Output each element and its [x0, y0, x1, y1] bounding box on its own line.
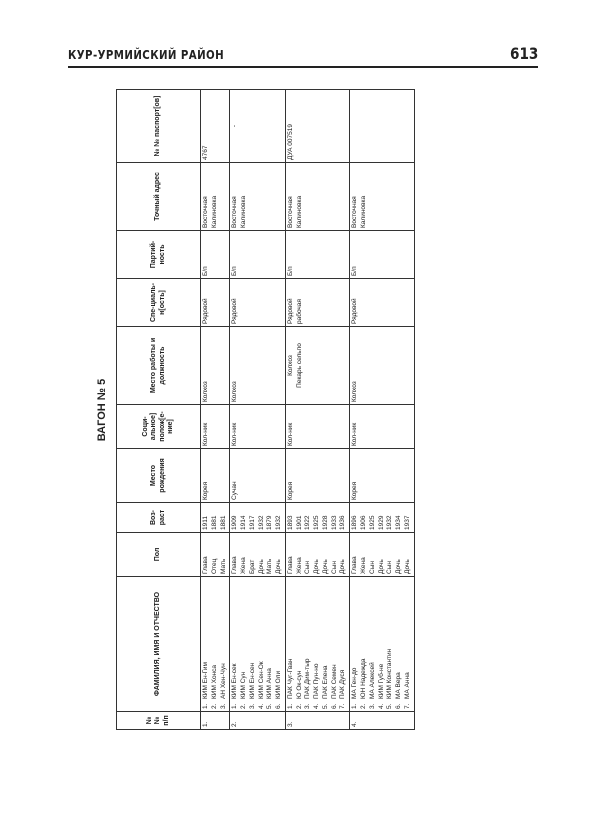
member-relations-entry: Сын [304, 561, 312, 574]
specialty [350, 279, 414, 327]
member-relations-entry: Глава [286, 556, 294, 574]
member-name: КИМ Константин [386, 648, 394, 699]
member-names [350, 577, 414, 712]
social-status: Кол-ник [201, 405, 230, 449]
member-names-entry [240, 579, 249, 709]
member-names-entry [258, 579, 267, 709]
member-index: 2. [295, 703, 303, 709]
workplace-line: Колхоз [231, 381, 239, 402]
table-header-row [117, 90, 201, 730]
member-relations-entry: Глава [231, 556, 239, 574]
table-row [350, 90, 414, 730]
specialty-line: Рядовой [202, 298, 209, 324]
member-relations-entry: Сын [368, 561, 376, 574]
member-years [230, 503, 286, 533]
passport: ДУА 007519 [285, 90, 349, 163]
member-years-entry: 1881 [219, 515, 227, 530]
party: Б/п [230, 231, 286, 279]
member-name: КИМ Анна [266, 668, 274, 699]
specialty-line: Рядовой [286, 298, 294, 324]
member-index: 1. [286, 703, 294, 709]
passport: 4767 [201, 90, 230, 163]
member-name: МА Ген-до [351, 667, 359, 699]
member-relations-entry: Сын [330, 561, 338, 574]
workplace-line: Пекарь сельпо [295, 343, 303, 388]
col-header-name: ФАМИЛИЯ, ИМЯ И ОТЧЕСТВО [117, 577, 201, 712]
member-index: 2. [210, 703, 218, 709]
specialty [201, 279, 230, 327]
party: Б/п [201, 231, 230, 279]
member-relations-entry: Дочь [395, 559, 403, 574]
specialty-line: Рядовой [231, 298, 239, 324]
member-names-entry [275, 579, 284, 709]
col-header-social-status: Соци-альное] полож[е-ние] [117, 405, 201, 449]
member-years-entry: 1932 [386, 515, 394, 530]
member-names-entry [339, 579, 348, 709]
member-relations [201, 533, 230, 577]
member-relations-entry: Отец [210, 558, 218, 574]
birthplace: Корея [201, 449, 230, 503]
specialty-line: рабочая [295, 299, 303, 324]
member-years-entry: 1906 [360, 515, 368, 530]
member-index: 3. [248, 703, 256, 709]
member-names-entry [360, 579, 369, 709]
birthplace: Корея [285, 449, 349, 503]
member-names-entry [322, 579, 331, 709]
member-name: ПАК Елена [321, 665, 329, 699]
col-header-passport: № № паспорт[ов] [117, 90, 201, 163]
member-index: 6. [395, 703, 403, 709]
member-years-entry: 1911 [202, 516, 209, 530]
member-name: ПАК Семен [330, 664, 338, 699]
family-number: 2. [230, 712, 286, 730]
member-relations-entry: Сын [386, 561, 394, 574]
member-name: ЮН Надежда [360, 658, 368, 699]
social-status: Кол-ник [350, 405, 414, 449]
col-header-year: Воз-раст [117, 503, 201, 533]
specialty [230, 279, 286, 327]
member-years-entry: 1932 [275, 515, 283, 530]
member-index: 5. [266, 703, 274, 709]
member-index: 1. [351, 703, 359, 709]
col-header-birthplace: Место рождения [117, 449, 201, 503]
member-names-entry [296, 579, 305, 709]
member-index: 3. [219, 703, 227, 709]
member-years-entry: 1934 [395, 515, 403, 530]
member-index: 4. [257, 703, 265, 709]
member-years-entry: 1936 [339, 515, 347, 530]
member-relations-entry: Дочь [313, 559, 321, 574]
member-index: 2. [240, 703, 248, 709]
member-relations-entry: Мать [266, 558, 274, 574]
member-names-entry [395, 579, 404, 709]
member-years-entry: 1929 [377, 515, 385, 530]
member-years-entry: 1879 [266, 515, 274, 530]
member-names [285, 577, 349, 712]
table-row [201, 90, 230, 730]
passport: - [230, 90, 286, 163]
member-years [201, 503, 230, 533]
member-years-entry: 1896 [351, 515, 359, 530]
member-relations-entry: Дочь [321, 559, 329, 574]
member-names-entry [211, 579, 220, 709]
member-names [230, 577, 286, 712]
workplace-line: Колхоз [351, 381, 359, 402]
member-years [285, 503, 349, 533]
member-name: АН Хен-Чун [219, 663, 227, 699]
member-index: 7. [339, 703, 347, 709]
member-names [201, 577, 230, 712]
page-number: 613 [509, 44, 538, 63]
member-names-entry [331, 579, 340, 709]
member-relations-entry: Жена [295, 557, 303, 574]
member-index: 5. [321, 703, 329, 709]
running-header [68, 44, 538, 72]
member-years-entry: 1914 [240, 515, 248, 530]
specialty [285, 279, 349, 327]
member-relations-entry: Дочь [339, 559, 347, 574]
member-years-entry: 1928 [321, 515, 329, 530]
member-names-entry [304, 579, 313, 709]
rotated-page-content [90, 90, 550, 730]
member-name: МА Алексей [368, 662, 376, 699]
member-name: КИМ Ен-сек [231, 663, 239, 699]
member-names-entry [231, 579, 240, 709]
member-years-entry: 1901 [295, 515, 303, 530]
member-index: 6. [330, 703, 338, 709]
member-relations-entry: Глава [202, 556, 209, 574]
specialty-line: Рядовой [351, 298, 359, 324]
col-header-relation: Пол [117, 533, 201, 577]
member-name: КИМ Сун [240, 671, 248, 699]
member-relations [350, 533, 414, 577]
member-name: ПАК Чуг-Гван [286, 658, 294, 699]
member-relations-entry: Брат [248, 559, 256, 574]
member-index: 1. [231, 703, 239, 709]
col-header-address: Точный адрес [117, 163, 201, 231]
member-index: 5. [386, 703, 394, 709]
member-index: 4. [377, 703, 385, 709]
workplace-line: Колхоз [202, 381, 209, 402]
member-years-entry: 1925 [313, 515, 321, 530]
member-years-entry: 1922 [304, 515, 312, 530]
family-number: 1. [201, 712, 230, 730]
member-name: КИМ Сен-Ок [257, 661, 265, 699]
member-name: МА Анна [403, 672, 411, 699]
member-relations-entry: Дочь [257, 559, 265, 574]
member-names-entry [266, 579, 275, 709]
table-row [285, 90, 349, 730]
address: Восточная Калиновка [285, 163, 349, 231]
member-names-entry [378, 579, 387, 709]
table-body [201, 90, 415, 730]
member-index: 1. [202, 703, 209, 709]
family-number: 4. [350, 712, 414, 730]
member-years [350, 503, 414, 533]
workplace [350, 327, 414, 405]
member-years-entry: 1881 [210, 515, 218, 530]
deportation-roster-table [116, 89, 415, 730]
member-years-entry: 1933 [330, 515, 338, 530]
section-title: ВАГОН № 5 [96, 378, 108, 442]
rotated-content-inner [90, 90, 550, 730]
member-years-entry: 1917 [248, 515, 256, 530]
member-name: КИМ Ен-сен [248, 662, 256, 699]
member-years-entry: 1925 [368, 515, 376, 530]
birthplace: Корея [350, 449, 414, 503]
col-header-party: Партий-ность [117, 231, 201, 279]
member-relations-entry: Жена [360, 557, 368, 574]
member-index: 6. [275, 703, 283, 709]
member-index: 4. [313, 703, 321, 709]
workplace [285, 327, 349, 405]
workplace-line: Колхоз [286, 355, 294, 376]
member-relations-entry: Жена [240, 557, 248, 574]
workplace [230, 327, 286, 405]
table-row [230, 90, 286, 730]
address: Восточная Калиновка [350, 163, 414, 231]
col-header-number: № № п/п [117, 712, 201, 730]
member-relations-entry: Дочь [403, 559, 411, 574]
member-name: КИМ Хонса [210, 664, 218, 699]
member-names-entry [313, 579, 322, 709]
member-name: КИМ Ен-Гим [202, 661, 209, 699]
col-header-specialty: Спе-циаль-н[ость] [117, 279, 201, 327]
member-name: МА Вера [395, 672, 403, 699]
member-name: ПАК Пун-но [313, 663, 321, 699]
member-index: 3. [368, 703, 376, 709]
member-names-entry [287, 579, 296, 709]
member-name: КИМ Оли [275, 670, 283, 699]
social-status: Кол-ник [230, 405, 286, 449]
member-relations-entry: Дочь [275, 559, 283, 574]
birthplace: Сучан [230, 449, 286, 503]
member-names-entry [369, 579, 378, 709]
party: Б/п [285, 231, 349, 279]
passport [350, 90, 414, 163]
member-years-entry: 1937 [403, 515, 411, 530]
member-years-entry: 1893 [286, 515, 294, 530]
social-status: Кол-ник [285, 405, 349, 449]
member-relations [285, 533, 349, 577]
member-relations-entry: Дочь [377, 559, 385, 574]
party: Б/п [350, 231, 414, 279]
member-name: ПАК Дим-тыр [304, 658, 312, 699]
member-relations-entry: Глава [351, 556, 359, 574]
member-years-entry: 1909 [231, 515, 239, 530]
member-name: Ю Ок-сун [295, 670, 303, 699]
member-relations-entry: Мать [219, 558, 227, 574]
workplace [201, 327, 230, 405]
member-names-entry [351, 579, 360, 709]
member-names-entry [386, 579, 395, 709]
header-rule [68, 66, 538, 68]
col-header-workplace: Место работы и должность [117, 327, 201, 405]
member-names-entry [249, 579, 258, 709]
member-names-entry [220, 579, 229, 709]
member-index: 7. [403, 703, 411, 709]
member-years-entry: 1932 [257, 515, 265, 530]
member-relations [230, 533, 286, 577]
address: Восточная Калиновка [230, 163, 286, 231]
member-index: 3. [304, 703, 312, 709]
family-number: 3. [285, 712, 349, 730]
member-name: ПАК Дуся [339, 669, 347, 699]
running-header-title: КУР-УРМИЙСКИЙ РАЙОН [68, 48, 225, 62]
member-name: КИМ Губ-не [377, 663, 385, 699]
member-names-entry [404, 579, 413, 709]
member-index: 2. [360, 703, 368, 709]
member-names-entry [202, 579, 211, 709]
address: Восточная Калиновка [201, 163, 230, 231]
